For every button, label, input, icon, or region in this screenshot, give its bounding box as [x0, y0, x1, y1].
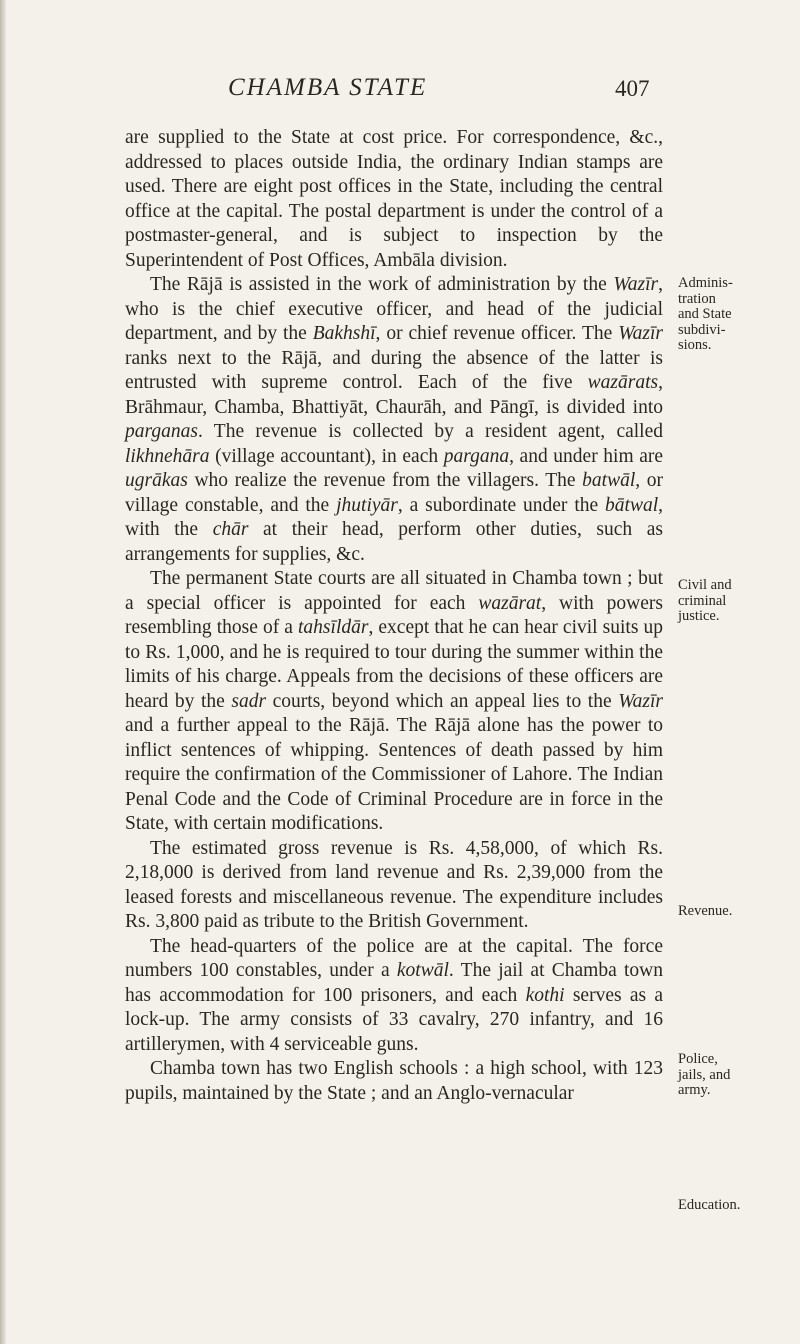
- margin-note-justice: Civil and criminal justice.: [678, 577, 732, 624]
- running-title: CHAMBA STATE: [228, 74, 428, 101]
- paragraph-justice: The permanent State courts are all situated in Chamba town ; but a special officer is appointed for each wazārat, with powers resembling those of a tahsīldār, except that he can hear civil suits up to Rs. 1,000, and he is required to tour during the summer within the limits of his charge. Appeals from the decisions of these officers are heard by the sadr courts, beyond which an appeal lies to the Wazīr and a further appeal to the Rājā. The Rājā alone has the power to inflict sentences of whipping. Sentences of death passed by him require the confirmation of the Commissioner of Lahore. The Indian Penal Code and the Code of Criminal Procedure are in force in the State, with certain modifications.: [125, 568, 663, 834]
- margin-note-administration: Adminis- tration and State subdivi- sions.: [678, 275, 733, 353]
- paragraph-police: The head-quarters of the police are at the capital. The force numbers 100 constables, under a kotwāl. The jail at Chamba town has accommodation for 100 prisoners, and each kothi serves as a lock-up. The army consists of 33 cavalry, 270 infantry, and 16 artillerymen, with 4 serviceable guns.: [125, 935, 663, 1055]
- paragraph-postal: are supplied to the State at cost price. For correspondence, &c., addressed to places outside India, the ordinary Indian stamps are used. There are eight post offices in the State, including the central office at the capital. The postal department is under the control of a postmaster-general, and is subject to inspection by the Superintendent of Post Offices, Ambāla division.: [125, 127, 663, 271]
- paragraph-administration: The Rājā is assisted in the work of administration by the Wazīr, who is the chief executive officer, and head of the judicial department, and by the Bakhshī, or chief revenue officer. The Wazīr ranks next to the Rājā, and during the absence of the latter is entrusted with supreme control. Each of the five wazārats, Brāhmaur, Chamba, Bhattiyāt, Chaurāh, and Pāngī, is divided into parganas. The revenue is collected by a resident agent, called likhnehāra (village accountant), in each pargana, and under him are ugrākas who realize the revenue from the villagers. The batwāl, or village constable, and the jhutiyār, a subordinate under the bātwal, with the chār at their head, perform other duties, such as arrangements for supplies, &c.: [125, 274, 664, 565]
- margin-note-education: Education.: [678, 1197, 741, 1213]
- paragraph-revenue: The estimated gross revenue is Rs. 4,58,000, of which Rs. 2,18,000 is derived from land revenue and Rs. 2,39,000 from the leased forests and miscellaneous revenue. The expenditure includes Rs. 3,800 paid as tribute to the British Government.: [125, 837, 663, 932]
- margin-note-police: Police, jails, and army.: [678, 1051, 731, 1098]
- paragraph-education: Chamba town has two English schools : a high school, with 123 pupils, maintained by the State ; and an Anglo-vernacular: [125, 1058, 663, 1104]
- page-number: 407: [615, 76, 650, 101]
- page-header: [0, 74, 800, 114]
- body-text: [125, 126, 663, 1106]
- margin-note-revenue: Revenue.: [678, 903, 733, 919]
- page-gutter-shadow: [0, 0, 6, 1344]
